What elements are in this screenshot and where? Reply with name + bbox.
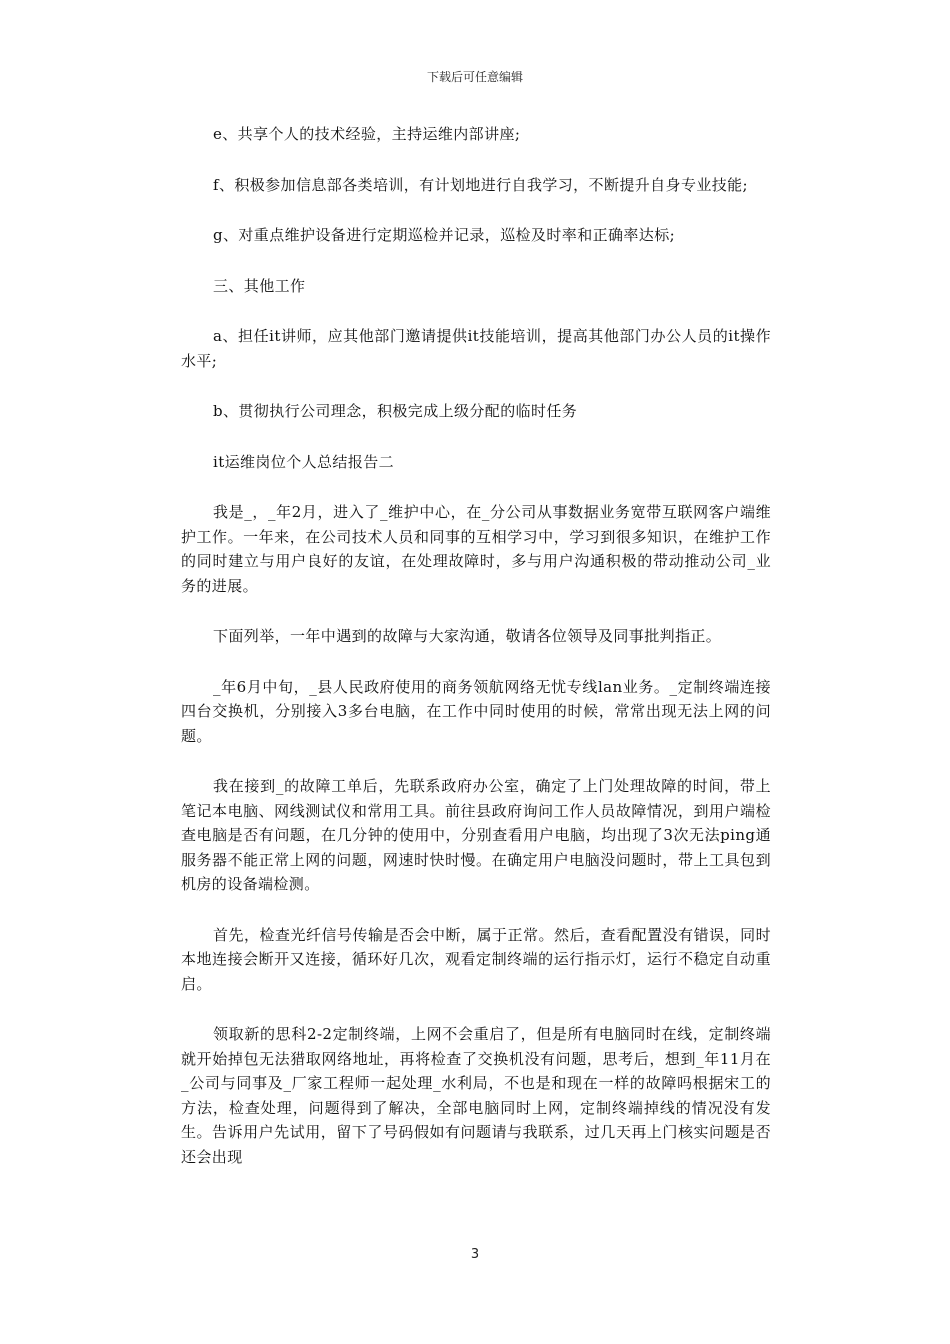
- paragraph-fault-description: _年6月中旬，_县人民政府使用的商务领航网络无忧专线lan业务。_定制终端连接四台交换机，分别接入3多台电脑，在工作中同时使用的时候，常常出现无法上网的问题。: [181, 677, 771, 745]
- paragraph-item-a: a、担任it讲师，应其他部门邀请提供it技能培训，提高其他部门办公人员的it操作水平;: [181, 327, 771, 370]
- page-header: 下载后可任意编辑: [426, 70, 523, 84]
- paragraph-fault-handling: 我在接到_的故障工单后，先联系政府办公室，确定了上门处理故障的时间，带上笔记本电脑、网线测试仪和常用工具。前往县政府询问工作人员故障情况，到用户端检查电脑是否有问题，在几分钟的使用中，分别查看用户电脑，均出现了3次无法ping通服务器不能正常上网的问题，网速时快时慢。在确定用户电脑没问题时，带上工具包到机房的设备端检测。: [181, 777, 771, 893]
- paragraph-intro: 我是_，_年2月，进入了_维护中心，在_分公司从事数据业务宽带互联网客户端维护工作。一年来，在公司技术人员和同事的互相学习中，学习到很多知识，在维护工作的同时建立与用户良好的友谊，在处理故障时，多与用户沟通积极的带动推动公司_业务的进展。: [181, 503, 771, 595]
- paragraph-inspection: 首先，检查光纤信号传输是否会中断，属于正常。然后，查看配置没有错误，同时本地连接会断开又连接，循环好几次，观看定制终端的运行指示灯，运行不稳定自动重启。: [181, 925, 771, 993]
- paragraph-item-f: f、积极参加信息部各类培训，有计划地进行自我学习，不断提升自身专业技能;: [213, 175, 749, 194]
- section-heading-other-work: 三、其他工作: [213, 276, 306, 295]
- report-title: it运维岗位个人总结报告二: [213, 452, 395, 471]
- document-body: [181, 122, 771, 1195]
- paragraph-resolution: 领取新的思科2-2定制终端，上网不会重启了，但是所有电脑同时在线，定制终端就开始掉包无法猎取网络地址，再将检查了交换机没有问题，思考后，想到_年11月在_公司与同事及_厂家工程师一起处理_水利局，不也是和现在一样的故障吗根据宋工的方法，检查处理，问题得到了解决，全部电脑同时上网，定制终端掉线的情况没有发生。告诉用户先试用，留下了号码假如有问题请与我联系，过几天再上门核实问题是否还会出现: [181, 1025, 771, 1166]
- page-number: 3: [470, 1247, 480, 1262]
- paragraph-item-e: e、共享个人的技术经验，主持运维内部讲座;: [213, 125, 521, 143]
- paragraph-item-g: g、对重点维护设备进行定期巡检并记录，巡检及时率和正确率达标;: [213, 226, 676, 244]
- paragraph-item-b: b、贯彻执行公司理念，积极完成上级分配的临时任务: [213, 402, 578, 420]
- paragraph-list-intro: 下面列举，一年中遇到的故障与大家沟通，敬请各位领导及同事批判指正。: [213, 627, 722, 645]
